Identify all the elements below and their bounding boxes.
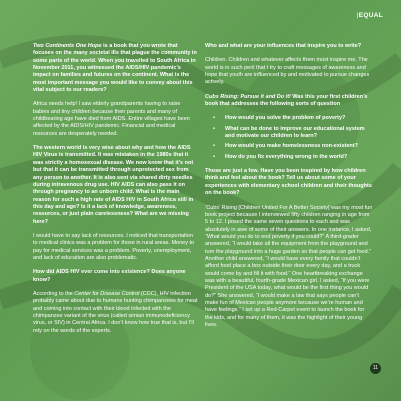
- question-paragraph: Cubs Rising: Pursue it and Do it! Was this your first children’s book that addresses the following sorts of question: [205, 93, 368, 108]
- question-paragraph: The western world is very wise about why and how the AIDS HIV Virus is transmitted. It was mistaken in the 1980s that it was strictly a homosexual disease. We now know that it’s not but that it can be transmitted through unprotected sex from any person to another. It is also sent via shared dirty needles during intravenous drug use. HIV AIDS can also pass it on through pregnancy to an unborn child. What is the main reason for such a high rate of AIDS HIV in South Africa still in this day and age? Is it a lack of knowledge, awareness, resources, or just plain carelessness? What are we missing here?: [33, 145, 194, 225]
- page-number-badge: 11: [370, 363, 381, 374]
- question-paragraph: Those are just a few. Have you been inspired by how children think and feel about the book? Tell us about some of your experiences with elementary school children and their thoughts on the book?: [205, 168, 372, 197]
- answer-paragraph: I would have to say lack of resources. I noticed that transportation to medical clinics was a problem for those in rural areas. Money to pay for medical services was a problem. Poverty, unemployment, and lack of education are also problematic.: [33, 232, 195, 261]
- answer-paragraph: ‘Cubs’ Rising [Children United For A Better Society] was my most fun book project because I interviewed fifty children ranging in age from 5 to 12. I posed the same seven questions to each and was absolutely in awe of some of their answers. In one instance, I asked, “What would you do to end poverty if you could?” A third-grader answered, “I would take all the equipment from the playground and turn the playground into a huge garden so that people can get food.” Another child answered, “I would have every family that couldn’t afford food place a box outside their door every day, and a truck would come by and fill it with food.” One heartbreaking exchange was with a beautiful, fourth-grade Mexican girl. I asked, “If you were President of the USA today, what would be the first thing you would do?” She answered, “I would make a law that says people can’t make fun of Mexican people anymore because we’re human and have feelings.” I set up a Red-Carpet event to launch the book for the kids, and for many of them, it was the highlight of their young lives.: [205, 204, 373, 328]
- answer-paragraph: Africa needs help! I saw elderly grandparents having to raise babies and tiny children because their parents and many of childbearing age have died from AIDS. Entire villages have been affected by the AIDS/HIV pandemic. Financial and medical resources are desperately needed.: [33, 101, 190, 137]
- left-column: [33, 43, 198, 342]
- list-item: • How would you make homelessness non-existent?: [205, 143, 373, 150]
- question-paragraph: How did AIDS HIV ever come into existence? Does anyone know?: [33, 269, 186, 283]
- question-list: [205, 115, 373, 161]
- list-item: • What can be done to improve our educational system and motivate our children to learn?: [205, 126, 373, 141]
- answer-paragraph: According to the Center for Disease Control (CDC), HIV infection probably came about due to humans hunting chimpanzees for meat and coming into contact with their blood infected with the chimpanzee variant of the virus (called simian immunodeficiency virus, or SIV) in Central Africa. I don’t know how true that is, but I’ll rely on the words of the experts.: [33, 290, 198, 334]
- right-column: [205, 43, 373, 336]
- list-item: • How would you solve the problem of poverty?: [205, 115, 373, 122]
- answer-paragraph: Children. Children and whatever affects them most inspire me. The world is in such peril that I try to craft messages of awareness and hope that youth are influenced by and motivated to pursue changes actively.: [205, 57, 370, 86]
- magazine-brand: |EQUAL: [356, 12, 383, 19]
- question-paragraph: Who and what are your influences that inspire you to write?: [205, 43, 362, 49]
- list-item: • How do you fix everything wrong in the world?: [205, 154, 373, 161]
- question-paragraph: Two Continents One Hope is a book that you wrote that focuses on the many societal ills that plague the community in some parts of the world. When you travelled to South Africa in November 2011, you witnessed the AIDS/HIV pandemic’s impact on families and futures on the continent. What is the most important message you would like to convey about this vital subject to our readers?: [33, 43, 197, 94]
